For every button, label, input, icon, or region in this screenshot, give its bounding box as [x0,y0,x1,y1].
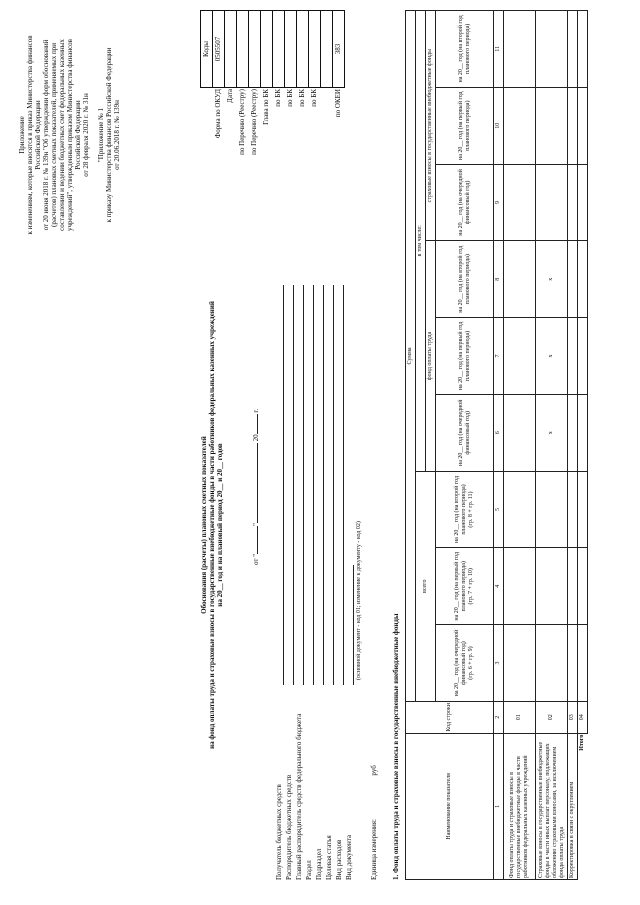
cell [568,471,578,548]
th-period: на 20__ год (на второй год планового периода) [436,241,494,318]
codes-table [200,10,345,260]
appendix-line: Российской Федерации [34,100,42,170]
code-label: по БК [310,89,318,107]
th-incl: в том числе: [416,11,426,472]
code-value: 0505507 [213,11,225,88]
code-label: по Перечню (Реестру) [250,89,258,155]
col-num: 10 [494,87,504,164]
code-label: Форма по ОКУД [214,89,222,139]
th-indicator: Наименование показателя [406,733,494,879]
code-label [321,88,333,261]
col-num: 4 [494,548,504,625]
appendix-line: учреждений", утвержденным приказом Министерства финансов [66,39,74,231]
cell [578,241,588,318]
field-line [283,285,284,685]
appendix-subtitle: "Приложение № 1 [97,107,105,163]
codes-header: Коды [201,11,213,88]
appendix-line: от 28 февраля 2020 г. № 31н [82,93,90,177]
cell [504,471,536,548]
th-period: на 20__ год (на очередной финансовый год) (гр. 6 + гр. 9) [436,625,494,702]
field-label: Распорядитель бюджетных средств [285,774,293,880]
th-period: на 20__ год (на первый год планового периода) [436,318,494,395]
code-label: Дата [226,89,234,103]
col-num: 11 [494,11,504,88]
cell [504,548,536,625]
code-label: по Перечню (Реестру) [238,89,246,155]
code-value [237,11,249,88]
th-sum: Сумма [406,11,416,702]
th-period: на 20__ год (на очередной финансовый год) [436,164,494,241]
col-num: 6 [494,394,504,471]
row-name: Фонд оплаты труда и страховые взносы в государственные внебюджетные фонды в части работников федеральных казенных учреждений [504,733,536,879]
code-value [309,11,321,88]
appendix-line: (расчетов) плановых сметных показателей, применяемых при [50,43,58,227]
main-table [405,10,588,880]
date-prefix: от " [252,553,260,565]
cell [568,548,578,625]
cell [504,625,536,702]
cell [504,11,536,88]
table-row [578,11,588,880]
field-line [293,285,294,685]
appendix-line: к изменениям, которые вносятся в приказ Министерства финансов [26,35,34,235]
cell-x: x [536,318,568,395]
code-value [261,11,273,88]
unit-value: руб [370,765,378,776]
appendix-line: Российской Федерации [74,100,82,170]
cell [504,241,536,318]
th-period: на 20__ год (на второй год планового периода) (гр. 8 + гр. 11) [436,471,494,548]
code-value [321,11,333,88]
th-period: на 20__ год (на первый год планового периода) (гр. 7 + гр. 10) [436,548,494,625]
cell [536,11,568,88]
doc-date [252,409,260,565]
row-name: Итого [578,733,588,879]
cell [568,241,578,318]
col-num: 8 [494,241,504,318]
field-label: Подраздел [315,848,323,880]
cell [504,394,536,471]
field-line [323,285,324,685]
appendix-line: от 20 июня 2018 г. № 139н "Об утверждении форм обоснований [42,39,50,231]
th-ins: страховые взносы в государственные внебюджетные фонды [426,11,436,241]
th-period: на 20__ год (на второй год планового периода) [436,11,494,88]
appendix-line: составлении и ведении бюджетных смет федеральных казенных [58,39,66,231]
cell [578,471,588,548]
col-num: 9 [494,164,504,241]
cell [578,548,588,625]
date-suffix: г. [252,408,260,413]
field-label: Вид расходов [335,839,343,880]
cell [504,318,536,395]
code-label: по БК [286,89,294,107]
cell [536,625,568,702]
cell [536,87,568,164]
row-name: Страховые взносы в государственные внебюджетные фонды в части иных выплат персоналу, подлежащих обложению страховыми взносами, за исключением фонда оплаты труда [536,733,568,879]
section-title: 1. Фонд оплаты труда и страховые взносы в государственные внебюджетные фонды [392,613,400,880]
field-label: Вид документа [345,834,353,880]
date-year: 20 [252,434,260,442]
field-line [303,285,304,685]
field-label: Целевая статья [325,835,333,880]
cell [504,164,536,241]
cell [536,548,568,625]
code-label: Глава по БК [262,89,270,125]
field-line [333,285,334,685]
code-label: по ОКЕИ [334,89,342,118]
cell [568,394,578,471]
code-value: 383 [333,11,345,88]
date-mid: " [252,523,260,526]
col-num: 5 [494,471,504,548]
row-name: Корректировка в связи с округлением [568,733,578,879]
code-value [249,11,261,88]
appendix-subline: от 20.06.2018 г. № 139н [113,100,121,170]
appendix-subline: к приказу Министерства финансов Российской Федерации [105,47,113,223]
th-total: всего [416,471,436,701]
th-code: Код строки [406,701,494,733]
cell [578,164,588,241]
cell [568,164,578,241]
field-line [313,285,314,685]
doc-title [200,245,224,805]
cell [568,625,578,702]
field-label: Получатель бюджетных средств [275,784,283,880]
cell [578,394,588,471]
code-label: по БК [298,89,306,107]
doc-type-footnote: (основной документ - код 01; изменение к документу - код 02) [356,521,362,680]
th-period: на 20__ год (на первый год планового периода) [436,87,494,164]
table-row [568,11,578,880]
appendix-block [18,15,121,255]
th-period: на 20__ год (на очередной финансовый год) [436,394,494,471]
field-label: Раздел [305,860,313,880]
unit-row [370,765,378,880]
cell [578,11,588,88]
code-label: по БК [274,89,282,107]
th-fot: фонд оплаты труда [426,241,436,471]
field-label: Главный распорядитель средств федерального бюджета [295,713,303,880]
row-code: 04 [578,701,588,733]
row-code: 01 [504,701,536,733]
cell [578,318,588,395]
code-value [273,11,285,88]
cell [536,471,568,548]
field-line [343,285,344,685]
table-row [504,11,536,880]
cell [504,87,536,164]
row-code: 02 [536,701,568,733]
cell [578,625,588,702]
code-value [225,11,237,88]
code-value [285,11,297,88]
col-num: 1 [494,733,504,879]
doc-title-line3: на 20__ год и на плановый период 20__ и 20__ годов [216,443,224,607]
row-code: 03 [568,701,578,733]
col-num: 2 [494,701,504,733]
col-num: 3 [494,625,504,702]
doc-title-line1: Обоснования (расчеты) плановых сметных показателей [200,436,208,614]
cell [578,87,588,164]
cell [568,11,578,88]
cell [568,87,578,164]
cell-x: x [536,394,568,471]
col-num: 7 [494,318,504,395]
cell-x: x [536,241,568,318]
cell [568,318,578,395]
unit-label: Единица измерения: [370,819,378,880]
doc-title-line2: на фонд оплаты труда и страховые взносы в государственные внебюджетные фонды в части работников федеральных казенных учреждений [208,301,216,749]
table-row [536,11,568,880]
field-line [353,565,354,685]
appendix-title: Приложение [18,116,26,154]
code-value [297,11,309,88]
cell [536,164,568,241]
